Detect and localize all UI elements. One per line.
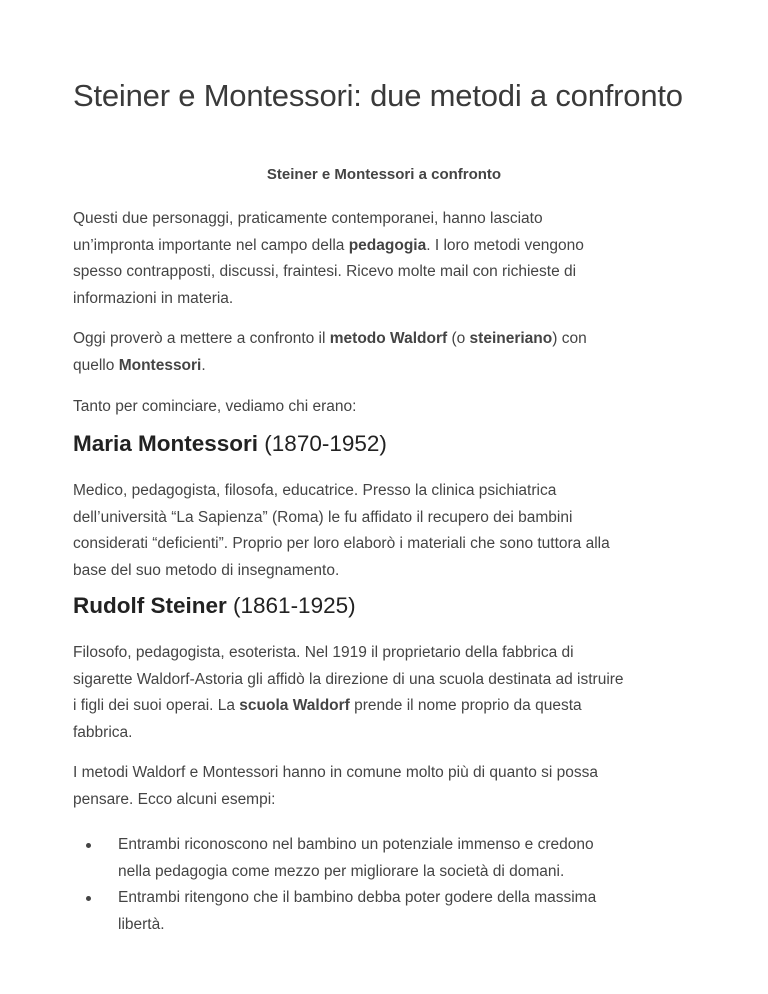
common-line-1: I metodi Waldorf e Montessori hanno in comune molto più di quanto si possa [73, 764, 598, 781]
steiner-line-3-pre: i figli dei suoi operai. La [73, 697, 240, 714]
heading-steiner [73, 593, 356, 619]
montessori-line-1: Medico, pedagogista, filosofa, educatrice. Presso la clinica psichiatrica [73, 482, 557, 499]
common-line-2: pensare. Ecco alcuni esempi: [73, 790, 276, 808]
compare-pre: Oggi proverò a mettere a confronto il [73, 330, 330, 347]
compare-paragraph [73, 326, 698, 379]
steiner-paragraph [73, 640, 698, 746]
heading-montessori [73, 431, 387, 457]
list-item [73, 832, 698, 885]
steiner-line-4: fabbrica. [73, 723, 133, 741]
start-paragraph: Tanto per cominciare, vediamo chi erano: [73, 398, 357, 415]
compare-line-2-post: . [201, 356, 206, 374]
keyword-pedagogia: pedagogia [348, 236, 427, 254]
intro-line-1: Questi due personaggi, praticamente contemporanei, hanno lasciato [73, 210, 543, 227]
heading-montessori-name: Maria Montessori [73, 431, 259, 456]
steiner-line-3-post: prende il nome proprio da questa [349, 697, 582, 714]
intro-line-4: informazioni in materia. [73, 289, 234, 307]
list-item-line-1: Entrambi ritengono che il bambino debba poter godere della massima [118, 889, 597, 906]
montessori-line-4: base del suo metodo di insegnamento. [73, 561, 340, 579]
keyword-steineriano: steineriano [469, 330, 553, 347]
examples-list [73, 832, 698, 938]
steiner-line-1: Filosofo, pedagogista, esoterista. Nel 1919 il proprietario della fabbrica di [73, 644, 574, 661]
keyword-scuola-waldorf: scuola Waldorf [239, 697, 350, 714]
heading-montessori-dates: (1870-1952) [258, 431, 387, 456]
heading-steiner-name: Rudolf Steiner [73, 593, 227, 618]
keyword-metodo-waldorf: metodo Waldorf [329, 330, 448, 347]
heading-steiner-dates: (1861-1925) [226, 593, 356, 618]
common-paragraph [73, 760, 698, 813]
list-item [73, 885, 698, 938]
bullet-icon [86, 896, 91, 901]
intro-line-3: spesso contrapposti, discussi, fraintesi. Ricevo molte mail con richieste di [73, 263, 577, 280]
keyword-montessori: Montessori [118, 356, 202, 374]
montessori-line-2: dell’università “La Sapienza” (Roma) le fu affidato il recupero dei bambini [73, 508, 573, 526]
list-item-line-1: Entrambi riconoscono nel bambino un potenziale immenso e credono [118, 836, 594, 853]
list-item-line-2: libertà. [118, 915, 165, 933]
bullet-icon [86, 843, 91, 848]
montessori-line-3: considerati “deficienti”. Proprio per loro elaborò i materiali che sono tuttora alla [73, 535, 610, 552]
steiner-line-2: sigarette Waldorf-Astoria gli affidò la direzione di una scuola destinata ad istruire [73, 670, 624, 688]
intro-line-2-pre: un’impronta importante nel campo della [73, 236, 349, 254]
list-item-line-2: nella pedagogia come mezzo per migliorare la società di domani. [118, 862, 565, 880]
intro-line-2-post: . I loro metodi vengono [426, 236, 584, 254]
intro-paragraph [73, 206, 698, 312]
compare-mid: (o [447, 330, 470, 347]
page-title: Steiner e Montessori: due metodi a confronto [73, 78, 683, 113]
compare-post: ) con [552, 330, 587, 347]
article-subtitle: Steiner e Montessori a confronto [266, 166, 502, 183]
compare-line-2-pre: quello [73, 356, 119, 374]
montessori-paragraph [73, 478, 698, 584]
